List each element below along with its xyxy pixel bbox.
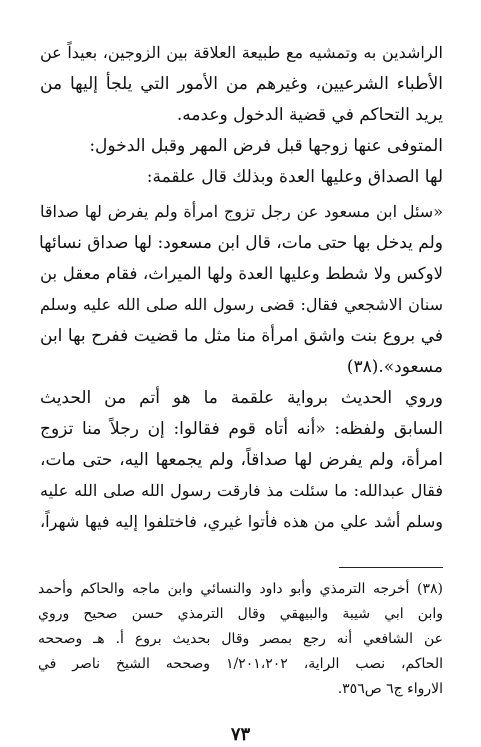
body-line-16: وسلم أشد علي من هذه فأتوا غيري، فاختلفوا إليه فيها شهراً، — [40, 512, 443, 531]
page-number: ٧٣ — [230, 724, 251, 745]
hadith-line-4: سنان الاشجعي فقال: قضى رسول الله صلى الله عليه وسلم — [40, 295, 443, 314]
footnote-line-2: وابن ابي شيبة والبيهقي وقال الترمذي حسن صحيح وروي — [38, 606, 443, 622]
body-line-14: امرأة، ولم يفرض لها صداقاً، ولم يجمعها اليه، حتى مات، — [40, 450, 443, 470]
body-line-5: لها الصداق وعليها العدة وبذلك قال علقمة: — [146, 167, 443, 187]
footnote-line-5: الارواء ج٦ ص٣٥٦. — [337, 681, 443, 697]
hadith-line-1: «سئل ابن مسعود عن رجل تزوج امرأة ولم يفرض لها صداقا — [40, 202, 443, 221]
hadith-line-2: ولم يدخل بها حتى مات، قال ابن مسعود: لها صداق نسائها — [38, 233, 443, 253]
hadith-line-6: مسعود».(٣٨) — [346, 357, 443, 377]
section-heading: المتوفى عنها زوجها قبل فرض المهر وقبل الدخول: — [89, 136, 443, 156]
hadith-line-3: لاوكس ولا شطط وعليها العدة ولها الميراث، فقام معقل بن — [40, 264, 443, 283]
footnote-line-3: عن الشافعي أنه رجع بمصر وقال بحديث بروع أ. هـ وصححه — [38, 631, 443, 647]
footnote-line-4: الحاكم، نصب الراية، ١/٢٠١،٢٠٢ وصححه الشيخ ناصر في — [38, 656, 443, 672]
body-line-13: السابق ولفظه: «أنه أتاه قوم فقالوا: إن رجلاً منا تزوج — [40, 419, 443, 439]
body-line-3: يريد التحاكم في قضية الدخول وعدمه. — [176, 105, 443, 125]
body-line-1: الراشدين به وتمشيه مع طبيعة العلاقة بين الزوجين، بعيداً عن — [40, 43, 443, 62]
footnote-line-1: (٣٨) أخرجه الترمذي وأبو داود والنسائي وابن ماجه والحاكم وأحمد — [38, 581, 443, 597]
hadith-line-5: في بروع بنت واشق امرأة منا مثل ما قضيت ففرح بها ابن — [40, 326, 443, 346]
body-line-15: فقال عبدالله: ما سئلت مذ فارقت رسول الله صلى الله عليه — [40, 481, 443, 500]
body-line-2: الأطباء الشرعيين، وغيرهم من الأمور التي يلجأ إليها من — [40, 74, 443, 94]
footnote-divider — [339, 567, 443, 568]
body-line-12: وروي الحديث برواية علقمة ما هو أتم من الحديث — [40, 388, 443, 408]
